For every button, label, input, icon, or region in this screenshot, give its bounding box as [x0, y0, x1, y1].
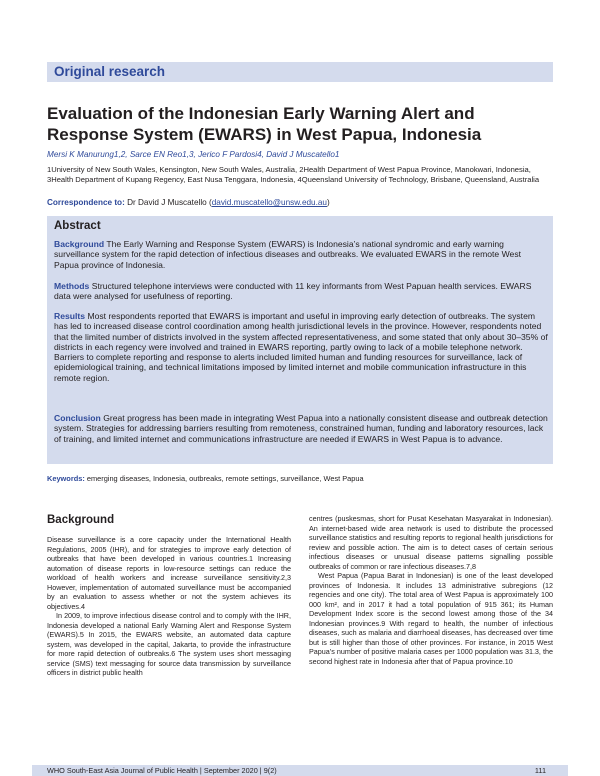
left-paragraph-1: Disease surveillance is a core capacity under the International Health Regulations, 2005 (IHR), and for strategies to improve early detection of outbreaks that have been developed in various countries.1 Increasing automation of disease reports in low-resource settings can reduce the workload of health workers and increase surveillance sensitivity.2,3 However, implementation of automated surveillance must be accompanied by an evaluation to assess whether or not the system achieves its objectives.4 [47, 535, 291, 611]
abstract-heading: Abstract [54, 220, 101, 232]
abstract-methods-text: Structured telephone interviews were conducted with 11 key informants from West Papuan health services. EWARS data were analysed for usefulness of reporting. [54, 281, 532, 302]
keywords-text: emerging diseases, Indonesia, outbreaks, remote settings, surveillance, West Papua [86, 474, 364, 483]
abstract-background [54, 239, 548, 270]
correspondence-label: Correspondence to: [47, 198, 125, 207]
left-column [47, 535, 291, 678]
keywords-label: Keywords: [47, 474, 85, 483]
right-paragraph-2: West Papua (Papua Barat in Indonesian) is one of the least developed provinces of Indonesia. It includes 13 administrative subregions (12 regencies and one city). The total area of West Papua is approximately 100 000 km², and in 2017 it had a total population of 915 361; its Human Development Index score is the second lowest among those of the 34 Indonesian provinces.9 With regard to health, the number of infectious diseases, such as malaria and diarrhoeal diseases, has decreased over time but is still higher than those of other provinces. For instance, in 2015 West Papua’s number of positive malaria cases per 1000 population was 31.3, the second highest rate in Indonesia after that of Papua province.10 [309, 571, 553, 666]
affiliations: 1University of New South Wales, Kensington, New South Wales, Australia, 2Health Department of West Papua Province, Manokwari, Indonesia, 3Health Department of Kupang Regency, East Nusa Tenggara, Indonesia, 4Queensland University of Technology, Brisbane, Queensland, Australia [47, 165, 540, 184]
right-column [309, 514, 553, 666]
abstract-methods [54, 281, 548, 302]
abstract-conclusion [54, 413, 548, 444]
abstract-results-label: Results [54, 311, 86, 321]
section-label: Original research [54, 64, 166, 79]
abstract-results-text: Most respondents reported that EWARS is important and useful in improving early detection of outbreaks. The system has led to increased disease control coordination among health jurisdictional levels in the province. However, respondents noted that the limited number of districts involved in the system affected representativeness, and some stated that only about 30–35% of districts in each regency were involved and trained in EWARS reporting, partly owing to lack of a mobile telephone network. Barriers to complete reporting and response to alerts included limited human and funding resources for surveillance, lack of epidemiological training, and technical limitations imposed by limited internet and mobile communication infrastructure in this remote region. [54, 311, 548, 383]
abstract-conclusion-label: Conclusion [54, 413, 101, 423]
abstract-methods-label: Methods [54, 281, 90, 291]
right-paragraph-1: centres (puskesmas, short for Pusat Kesehatan Masyarakat in Indonesian). An internet-based wide area network is used to distribute the processed surveillance statistics and resulting reports to regional health jurisdictions for review and possible action. The aim is to detect cases of certain serious infectious diseases or unusual disease patterns signalling possible outbreaks of common or rare infectious diseases.7,8 [309, 514, 553, 571]
left-paragraph-2: In 2009, to improve infectious disease control and to comply with the IHR, Indonesia developed a national Early Warning Alert and Response System (EWARS).5 In 2015, the EWARS website, an automated data capture system, was developed in the capital, Jakarta, to provide the infrastructure for more rapid detection of outbreaks.6 The system uses short messaging service (SMS) text messaging for source data transmission by surveillance officers in district public health [47, 611, 291, 677]
abstract-results [54, 311, 548, 383]
author-list: Mersi K Manurung1,2, Sarce EN Reo1,3, Jerico F Pardosi4, David J Muscatello1 [47, 150, 340, 159]
abstract-background-text: The Early Warning and Response System (EWARS) is Indonesia’s national syndromic and early warning surveillance system for the rapid detection of infectious diseases and outbreaks. We evaluated EWARS in the remote West Papua province of Indonesia. [54, 239, 522, 270]
keywords [47, 474, 364, 483]
correspondence-email-link[interactable]: david.muscatello@unsw.edu.au [211, 198, 327, 207]
correspondence [47, 198, 330, 207]
page-number: 111 [534, 766, 546, 775]
background-heading: Background [47, 514, 115, 526]
footer-journal: WHO South-East Asia Journal of Public Health | September 2020 | 9(2) [47, 766, 277, 775]
abstract-background-label: Background [54, 239, 105, 249]
correspondence-name: Dr David J Muscatello ( [127, 198, 212, 207]
correspondence-close: ) [327, 198, 330, 207]
abstract-conclusion-text: Great progress has been made in integrating West Papua into a nationally consistent disease and outbreak detection system. Strategies for addressing barriers resulting from remoteness, constrained human, funding and laboratory resources, lack of training, and limited internet and communications infrastructure are needed if EWARS in West Papua is to advance. [54, 413, 548, 444]
article-title: Evaluation of the Indonesian Early Warning Alert and Response System (EWARS) in West Papua, Indonesia [47, 104, 482, 144]
